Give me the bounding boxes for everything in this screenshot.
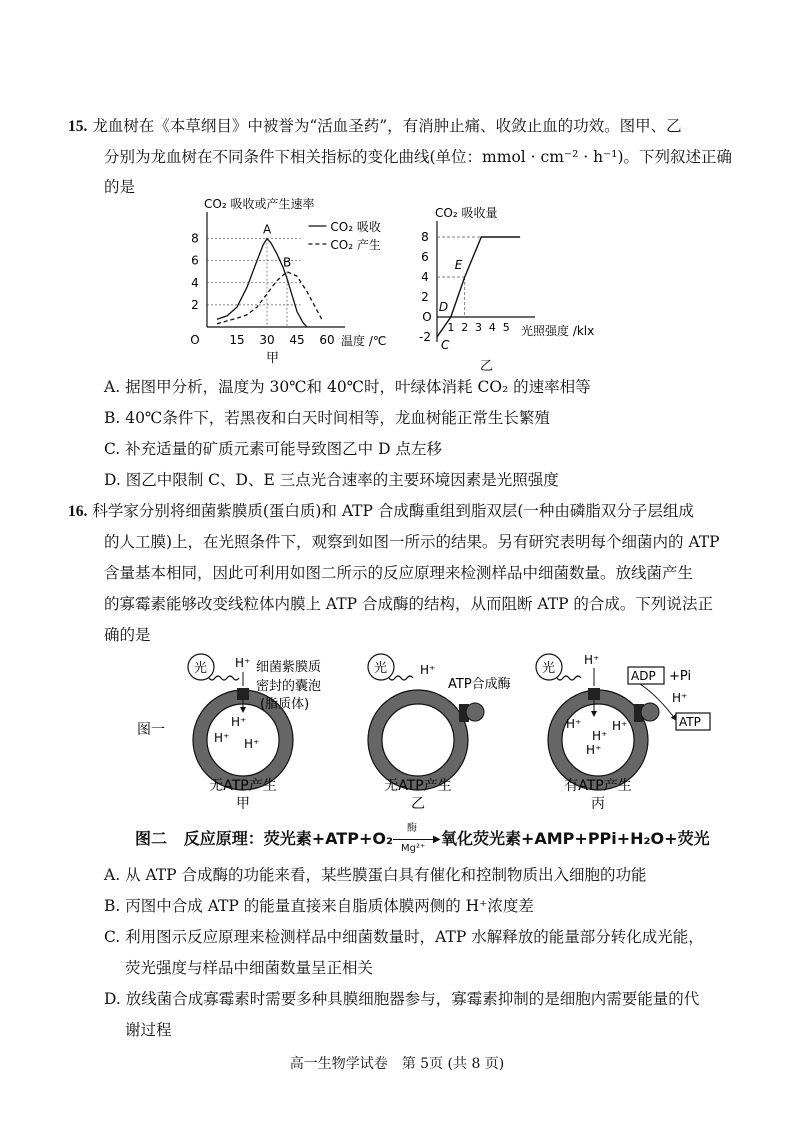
chart2-xlabel: 光照强度 /klx	[521, 324, 595, 338]
chart2-x-tick: 2	[461, 321, 469, 334]
chart1-ylabel: CO₂ 吸收或产生速率	[204, 197, 315, 211]
panel-bing-name: 丙	[591, 796, 605, 812]
q16-number: 16.	[68, 503, 88, 520]
figure2-reaction: 图二 反应原理：荧光素+ATP+O₂ 酶 ▶ Mg²⁺ 氧化荧光素+AMP+PPi+H₂O+荧光	[135, 822, 710, 854]
page-footer: 高一生物学试卷 第 5页 (共 8 页)	[289, 1056, 505, 1072]
chart2-title: 乙	[480, 359, 494, 374]
chart2-x-tick: 1	[447, 321, 455, 334]
chart1-y-tick: 2	[191, 297, 199, 312]
svg-text:H⁺: H⁺	[672, 691, 688, 705]
chart1-point-label: B	[283, 255, 292, 270]
chart2-x-tick: 5	[502, 321, 510, 334]
chart1-x-tick: O	[190, 333, 200, 347]
chart2-x-tick: 3	[475, 321, 483, 334]
panel-jia-result: 无ATP产生	[209, 778, 277, 794]
light-wave-icon	[557, 676, 581, 680]
chart2-y-tick: 8	[421, 230, 429, 244]
q16-option-c-cont: 荧光强度与样品中细菌数量呈正相关	[125, 959, 374, 977]
q15-stem-line2: 分别为龙血树在不同条件下相关指标的变化曲线(单位：mmol · cm⁻² · h⁻¹)。下列叙述正确	[104, 148, 732, 166]
svg-text:H⁺: H⁺	[592, 729, 608, 743]
chart1-point-label: A	[263, 222, 272, 237]
panel-yi-name: 乙	[411, 796, 425, 812]
chart1-legend-label: CO₂ 产生	[330, 238, 381, 252]
q16-stem-line5: 确的是	[104, 626, 151, 644]
q15-option-d: D. 图乙中限制 C、D、E 三点光合速率的主要环境因素是光照强度	[104, 471, 559, 489]
svg-text:+Pi: +Pi	[669, 669, 692, 684]
panel-yi-result: 无ATP产生	[384, 778, 452, 794]
svg-text:H⁺: H⁺	[244, 737, 260, 751]
panel-bing-result: 有ATP产生	[564, 778, 632, 794]
purple-membrane-protein	[588, 688, 600, 700]
q15-charts	[0, 197, 794, 375]
chart2-point-label: C	[441, 338, 450, 352]
panel-yi	[368, 654, 511, 812]
chart2-y-tick: 4	[421, 270, 429, 284]
q15-stem-line1	[68, 116, 682, 137]
q16-option-d-cont: 谢过程	[125, 1021, 172, 1039]
reaction-arrow: 酶 ▶ Mg²⁺	[393, 831, 441, 849]
chart2-y-tick: 6	[421, 250, 429, 264]
chart1-y-tick: 8	[191, 231, 199, 246]
q16-option-d: D. 放线菌合成寡霉素时需要多种具膜细胞器参与，寡霉素抑制的是细胞内需要能量的代	[104, 990, 700, 1008]
svg-text:(脂质体): (脂质体)	[260, 697, 310, 712]
chart2-y-tick: -2	[419, 330, 431, 344]
chart1-xlabel: 温度 /℃	[341, 334, 387, 348]
chart1-x-tick: 30	[259, 333, 275, 347]
chart2-point-label: E	[454, 258, 463, 272]
svg-text:细菌紫膜质: 细菌紫膜质	[256, 660, 322, 675]
svg-text:光: 光	[194, 661, 208, 676]
q16-stem-line3: 含量基本相同，因此可利用如图二所示的反应原理来检测样品中细菌数量。放线菌产生	[104, 564, 694, 582]
adp-label: ADP	[631, 669, 656, 683]
svg-text:光: 光	[542, 661, 556, 676]
svg-text:H⁺: H⁺	[584, 653, 600, 667]
svg-text:ATP合成酶: ATP合成酶	[448, 677, 511, 692]
svg-text:H⁺: H⁺	[566, 717, 582, 731]
atp-label: ATP	[679, 715, 701, 729]
chart2-origin: O	[422, 310, 432, 324]
panel-jia-name: 甲	[236, 796, 250, 812]
panel-jia	[188, 654, 321, 812]
chart2-ylabel: CO₂ 吸收量	[435, 206, 498, 220]
chart2-y-tick: 2	[421, 290, 429, 304]
chart1-legend-label: CO₂ 吸收	[330, 220, 381, 234]
light-wave-icon	[389, 676, 413, 680]
panel-bing	[536, 653, 710, 812]
chart2-point-label: D	[438, 300, 449, 314]
svg-text:密封的囊泡: 密封的囊泡	[256, 679, 322, 694]
q15-option-a: A. 据图甲分析，温度为 30℃和 40℃时，叶绿体消耗 CO₂ 的速率相等	[104, 378, 591, 396]
figure1-diagram	[0, 650, 794, 815]
chart1-title: 甲	[266, 351, 280, 366]
q16-option-a: A. 从 ATP 合成酶的功能来看，某些膜蛋白具有催化和控制物质出入细胞的功能	[104, 866, 647, 884]
chart1-x-tick: 45	[289, 333, 305, 347]
svg-text:H⁺: H⁺	[231, 715, 247, 729]
q16-text1: 科学家分别将细菌紫膜质(蛋白质)和 ATP 合成酶重组到脂双层(一种由磷脂双分子层组成	[92, 502, 694, 520]
svg-text:H⁺: H⁺	[586, 743, 602, 757]
purple-membrane-protein	[237, 688, 249, 700]
chart1-series-line	[217, 272, 323, 324]
q16-stem-line4: 的寡霉素能够改变线粒体内膜上 ATP 合成酶的结构，从而阻断 ATP 的合成。下列说法正	[104, 595, 713, 613]
q15-number: 15.	[68, 118, 88, 135]
chart1-y-tick: 6	[191, 253, 199, 268]
svg-text:H⁺: H⁺	[214, 731, 230, 745]
chart1-y-tick: 4	[191, 275, 199, 290]
chart1-series-line	[217, 239, 307, 327]
vesicle-membrane	[375, 697, 461, 783]
figure1-label: 图一	[137, 722, 165, 738]
svg-text:H⁺: H⁺	[612, 719, 628, 733]
q15-option-c: C. 补充适量的矿质元素可能导致图乙中 D 点左移	[104, 440, 442, 458]
q15-option-b: B. 40℃条件下，若黑夜和白天时间相等，龙血树能正常生长繁殖	[104, 409, 550, 427]
q15-stem-line3: 的是	[104, 178, 136, 196]
light-wave-icon	[209, 676, 239, 680]
q15-text1: 龙血树在《本草纲目》中被誉为“活血圣药”，有消肿止痛、收敛止血的功效。图甲、乙	[92, 117, 682, 135]
q16-option-c: C. 利用图示反应原理来检测样品中细菌数量时，ATP 水解释放的能量部分转化成光能，	[104, 928, 704, 946]
q16-stem-line1	[68, 501, 694, 522]
chart1-x-tick: 60	[319, 333, 335, 347]
svg-text:H⁺: H⁺	[420, 663, 436, 677]
svg-text:H⁺: H⁺	[235, 656, 251, 670]
q16-stem-line2: 的人工膜)上，在光照条件下，观察到如图一所示的结果。另有研究表明每个细菌内的 ATP	[104, 533, 720, 551]
chart1-x-tick: 15	[229, 333, 245, 347]
q16-option-b: B. 丙图中合成 ATP 的能量直接来自脂质体膜两侧的 H⁺浓度差	[104, 897, 534, 915]
chart2-x-tick: 4	[488, 321, 496, 334]
svg-text:光: 光	[374, 661, 388, 676]
